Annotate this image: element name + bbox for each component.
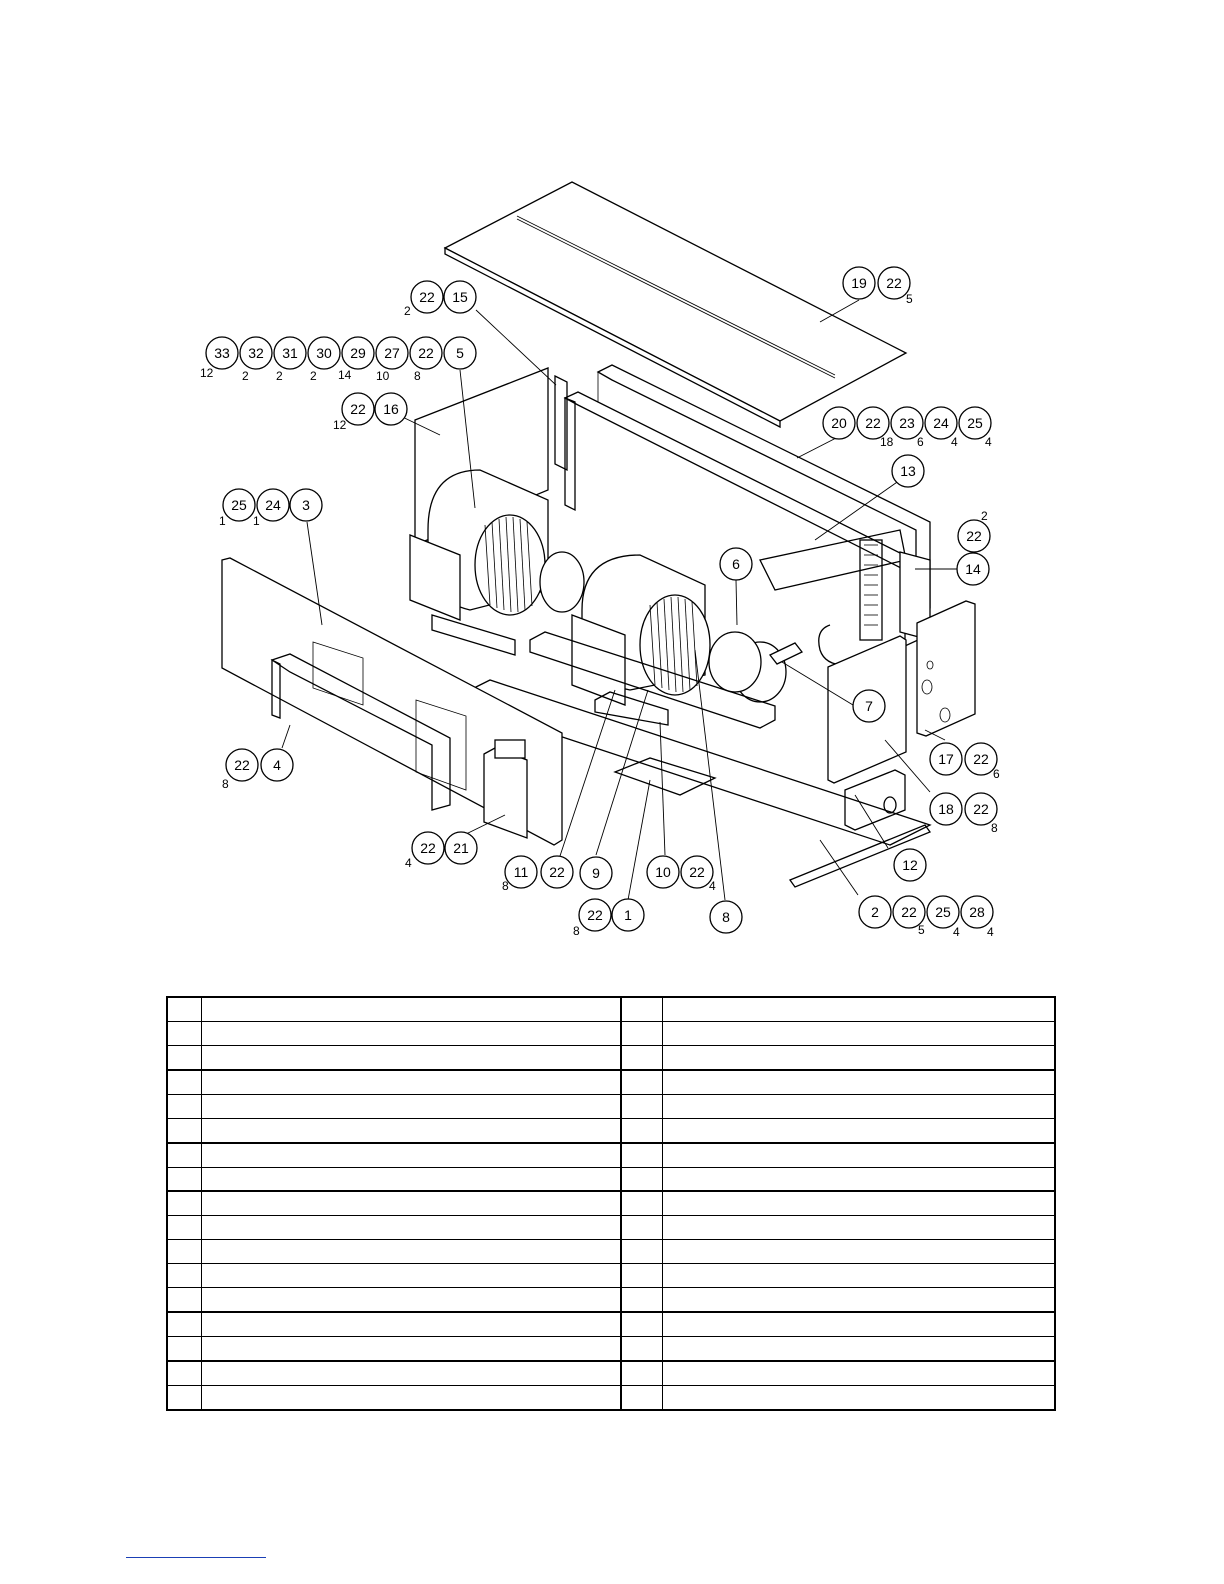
quantity-label: 8 xyxy=(222,777,229,791)
svg-text:22: 22 xyxy=(973,801,989,817)
callout-bubble xyxy=(342,393,374,425)
svg-text:21: 21 xyxy=(453,840,469,856)
svg-text:29: 29 xyxy=(350,345,366,361)
quantity-label: 2 xyxy=(981,509,988,523)
part-description-cell xyxy=(202,1070,622,1094)
parts-list-body xyxy=(167,997,1055,1410)
quantity-label: 4 xyxy=(985,435,992,449)
callout-bubble xyxy=(223,489,255,521)
parts-table-row xyxy=(167,1288,1055,1312)
part-description-cell xyxy=(202,1045,622,1069)
callout-group-19-22 xyxy=(843,267,913,306)
svg-text:25: 25 xyxy=(935,904,951,920)
part-number-cell xyxy=(621,1216,663,1240)
callout-bubble xyxy=(274,337,306,369)
svg-text:22: 22 xyxy=(966,528,982,544)
parts-table-row xyxy=(167,1167,1055,1191)
callout-bubble xyxy=(612,899,644,931)
part-number-cell xyxy=(167,1361,202,1385)
control-box xyxy=(484,740,527,838)
part-description-cell xyxy=(663,1070,1056,1094)
svg-text:17: 17 xyxy=(938,751,954,767)
part-number-cell xyxy=(621,1361,663,1385)
part-number-cell xyxy=(167,1288,202,1312)
quantity-label: 8 xyxy=(573,924,580,938)
svg-text:31: 31 xyxy=(282,345,298,361)
quantity-label: 18 xyxy=(880,435,894,449)
part-description-cell xyxy=(202,997,622,1021)
callout-group-7 xyxy=(853,690,885,722)
part-description-cell xyxy=(202,1191,622,1215)
svg-text:1: 1 xyxy=(624,907,632,923)
svg-text:30: 30 xyxy=(316,345,332,361)
part-number-cell xyxy=(621,1264,663,1288)
svg-text:24: 24 xyxy=(265,497,281,513)
quantity-label: 5 xyxy=(906,292,913,306)
svg-text:9: 9 xyxy=(592,865,600,881)
callout-bubble xyxy=(505,856,537,888)
callout-bubble xyxy=(444,337,476,369)
svg-text:22: 22 xyxy=(587,907,603,923)
quantity-label: 8 xyxy=(414,369,421,383)
callout-group-10-22 xyxy=(647,856,716,893)
part-number-cell xyxy=(621,1385,663,1410)
part-description-cell xyxy=(202,1216,622,1240)
part-description-cell xyxy=(663,1094,1056,1118)
quantity-label: 4 xyxy=(953,925,960,939)
part-number-cell xyxy=(167,1385,202,1410)
callout-bubble xyxy=(710,901,742,933)
parts-table-row xyxy=(167,1021,1055,1045)
part-description-cell xyxy=(663,997,1056,1021)
part-description-cell xyxy=(202,1361,622,1385)
callout-group-22-qty-2 xyxy=(958,509,990,552)
quantity-label: 2 xyxy=(310,369,317,383)
parts-table-row xyxy=(167,1216,1055,1240)
part-number-cell xyxy=(167,1143,202,1167)
part-number-cell xyxy=(621,1312,663,1336)
svg-text:14: 14 xyxy=(965,561,981,577)
parts-table-row xyxy=(167,1240,1055,1264)
parts-table-row xyxy=(167,1264,1055,1288)
part-description-cell xyxy=(663,1045,1056,1069)
quantity-label: 6 xyxy=(917,435,924,449)
svg-text:3: 3 xyxy=(302,497,310,513)
callout-bubble xyxy=(290,489,322,521)
svg-text:24: 24 xyxy=(933,415,949,431)
callout-bubble xyxy=(843,267,875,299)
part-number-cell xyxy=(621,1240,663,1264)
part-number-cell xyxy=(167,1264,202,1288)
part-number-cell xyxy=(621,1118,663,1142)
left-blower xyxy=(410,470,584,655)
quantity-label: 4 xyxy=(951,435,958,449)
svg-text:4: 4 xyxy=(273,757,281,773)
callout-bubble xyxy=(894,849,926,881)
part-number-cell xyxy=(621,997,663,1021)
right-blower xyxy=(572,555,710,705)
callout-bubble xyxy=(257,489,289,521)
callout-group-14 xyxy=(957,553,989,585)
part-description-cell xyxy=(663,1240,1056,1264)
quantity-label: 12 xyxy=(200,366,214,380)
callout-bubble xyxy=(412,832,444,864)
callout-bubble xyxy=(342,337,374,369)
callout-bubble xyxy=(859,896,891,928)
access-cover-plate xyxy=(917,601,975,736)
svg-text:23: 23 xyxy=(899,415,915,431)
svg-text:22: 22 xyxy=(549,864,565,880)
svg-text:22: 22 xyxy=(901,904,917,920)
callout-bubble xyxy=(892,455,924,487)
svg-text:8: 8 xyxy=(722,909,730,925)
part-number-cell xyxy=(167,997,202,1021)
part-number-cell xyxy=(167,1118,202,1142)
callout-group-11-22 xyxy=(502,856,573,893)
callout-group-17-22 xyxy=(930,743,1000,781)
part-description-cell xyxy=(663,1337,1056,1361)
callout-bubble xyxy=(930,793,962,825)
callout-group-18-22 xyxy=(930,793,998,835)
svg-text:22: 22 xyxy=(886,275,902,291)
callout-group-6 xyxy=(720,548,752,580)
part-number-cell xyxy=(621,1337,663,1361)
callout-bubble xyxy=(444,281,476,313)
svg-text:22: 22 xyxy=(234,757,250,773)
svg-text:22: 22 xyxy=(350,401,366,417)
svg-text:22: 22 xyxy=(420,840,436,856)
callout-bubble xyxy=(930,743,962,775)
part-number-cell xyxy=(167,1312,202,1336)
part-description-cell xyxy=(202,1094,622,1118)
callout-bubble xyxy=(445,832,477,864)
svg-text:25: 25 xyxy=(967,415,983,431)
parts-table-row xyxy=(167,1337,1055,1361)
parts-table-row xyxy=(167,997,1055,1021)
quantity-label: 14 xyxy=(338,368,352,382)
callout-bubble xyxy=(720,548,752,580)
quantity-label: 4 xyxy=(709,879,716,893)
callout-bubble xyxy=(647,856,679,888)
part-description-cell xyxy=(663,1118,1056,1142)
part-description-cell xyxy=(663,1288,1056,1312)
svg-text:10: 10 xyxy=(655,864,671,880)
svg-text:25: 25 xyxy=(231,497,247,513)
part-number-cell xyxy=(167,1045,202,1069)
part-description-cell xyxy=(202,1385,622,1410)
part-description-cell xyxy=(202,1021,622,1045)
callout-bubble xyxy=(240,337,272,369)
part-description-cell xyxy=(663,1312,1056,1336)
callout-bubble xyxy=(308,337,340,369)
quantity-label: 1 xyxy=(219,514,226,528)
quantity-label: 12 xyxy=(333,418,347,432)
part-description-cell xyxy=(663,1216,1056,1240)
svg-text:33: 33 xyxy=(214,345,230,361)
svg-text:6: 6 xyxy=(732,556,740,572)
svg-text:13: 13 xyxy=(900,463,916,479)
part-number-cell xyxy=(621,1167,663,1191)
quantity-label: 4 xyxy=(987,925,994,939)
callout-bubble xyxy=(226,749,258,781)
quantity-label: 2 xyxy=(404,304,411,318)
part-description-cell xyxy=(663,1361,1056,1385)
callout-group-22-15 xyxy=(404,281,476,318)
part-description-cell xyxy=(202,1240,622,1264)
part-description-cell xyxy=(663,1167,1056,1191)
part-number-cell xyxy=(621,1021,663,1045)
svg-text:20: 20 xyxy=(831,415,847,431)
svg-text:22: 22 xyxy=(418,345,434,361)
quantity-label: 8 xyxy=(502,879,509,893)
parts-list-table xyxy=(166,996,1056,1411)
callout-group-8 xyxy=(710,901,742,933)
parts-table-row xyxy=(167,1385,1055,1410)
part-description-cell xyxy=(663,1264,1056,1288)
part-number-cell xyxy=(167,1216,202,1240)
footer-link-underline xyxy=(126,1557,266,1558)
callout-bubble xyxy=(410,337,442,369)
part-description-cell xyxy=(202,1337,622,1361)
svg-text:5: 5 xyxy=(456,345,464,361)
part-description-cell xyxy=(663,1191,1056,1215)
part-number-cell xyxy=(621,1070,663,1094)
svg-text:12: 12 xyxy=(902,857,918,873)
part-number-cell xyxy=(167,1094,202,1118)
part-number-cell xyxy=(621,1143,663,1167)
callout-group-2-28 xyxy=(859,896,994,939)
part-number-cell xyxy=(621,1094,663,1118)
callout-group-9 xyxy=(580,857,612,889)
callout-bubble xyxy=(579,899,611,931)
callout-bubble xyxy=(376,337,408,369)
svg-text:22: 22 xyxy=(419,289,435,305)
callout-group-22-4 xyxy=(222,749,293,791)
quantity-label: 4 xyxy=(405,856,412,870)
callout-group-13 xyxy=(892,455,924,487)
quantity-label: 5 xyxy=(918,923,925,937)
quantity-label: 2 xyxy=(276,369,283,383)
parts-table-row xyxy=(167,1312,1055,1336)
callout-group-25-24-3 xyxy=(219,489,322,528)
parts-table-row xyxy=(167,1191,1055,1215)
callout-bubble xyxy=(853,690,885,722)
svg-text:15: 15 xyxy=(452,289,468,305)
svg-text:32: 32 xyxy=(248,345,264,361)
parts-table-row xyxy=(167,1045,1055,1069)
quantity-label: 8 xyxy=(991,821,998,835)
callout-group-22-1 xyxy=(573,899,644,938)
callout-bubble xyxy=(580,857,612,889)
svg-text:11: 11 xyxy=(513,864,529,880)
callout-bubble xyxy=(823,407,855,439)
callout-bubble xyxy=(206,337,238,369)
callout-bubble xyxy=(541,856,573,888)
quantity-label: 2 xyxy=(242,369,249,383)
svg-text:2: 2 xyxy=(871,904,879,920)
part-number-cell xyxy=(167,1191,202,1215)
part-description-cell xyxy=(202,1264,622,1288)
part-description-cell xyxy=(663,1143,1056,1167)
svg-text:22: 22 xyxy=(973,751,989,767)
part-description-cell xyxy=(202,1312,622,1336)
blower-motor xyxy=(709,632,802,702)
callout-group-33-5 xyxy=(200,337,476,383)
part-description-cell xyxy=(202,1167,622,1191)
part-number-cell xyxy=(621,1288,663,1312)
callout-bubble xyxy=(957,553,989,585)
parts-table-row xyxy=(167,1143,1055,1167)
svg-text:19: 19 xyxy=(851,275,867,291)
callout-group-20-25 xyxy=(823,407,992,449)
quantity-label: 6 xyxy=(993,767,1000,781)
quantity-label: 10 xyxy=(376,369,390,383)
part-description-cell xyxy=(202,1143,622,1167)
part-number-cell xyxy=(167,1021,202,1045)
callout-bubble xyxy=(961,896,993,928)
part-number-cell xyxy=(167,1337,202,1361)
quantity-label: 1 xyxy=(253,514,260,528)
part-description-cell xyxy=(202,1288,622,1312)
parts-table-row xyxy=(167,1118,1055,1142)
part-description-cell xyxy=(663,1385,1056,1410)
svg-text:28: 28 xyxy=(969,904,985,920)
callout-group-22-16 xyxy=(333,393,407,432)
svg-text:22: 22 xyxy=(865,415,881,431)
parts-table-row xyxy=(167,1070,1055,1094)
callout-bubble xyxy=(375,393,407,425)
callout-bubble xyxy=(261,749,293,781)
svg-text:7: 7 xyxy=(865,698,873,714)
svg-text:16: 16 xyxy=(383,401,399,417)
callout-group-12 xyxy=(894,849,926,881)
part-description-cell xyxy=(202,1118,622,1142)
svg-text:18: 18 xyxy=(938,801,954,817)
part-number-cell xyxy=(621,1045,663,1069)
part-description-cell xyxy=(663,1021,1056,1045)
part-number-cell xyxy=(167,1070,202,1094)
svg-text:22: 22 xyxy=(689,864,705,880)
parts-table-row xyxy=(167,1094,1055,1118)
part-number-cell xyxy=(621,1191,663,1215)
parts-table-row xyxy=(167,1361,1055,1385)
part-number-cell xyxy=(167,1240,202,1264)
callout-bubble xyxy=(927,896,959,928)
callout-bubble xyxy=(411,281,443,313)
callout-group-22-21 xyxy=(405,832,477,870)
svg-text:27: 27 xyxy=(384,345,400,361)
part-number-cell xyxy=(167,1167,202,1191)
callout-bubble xyxy=(958,520,990,552)
